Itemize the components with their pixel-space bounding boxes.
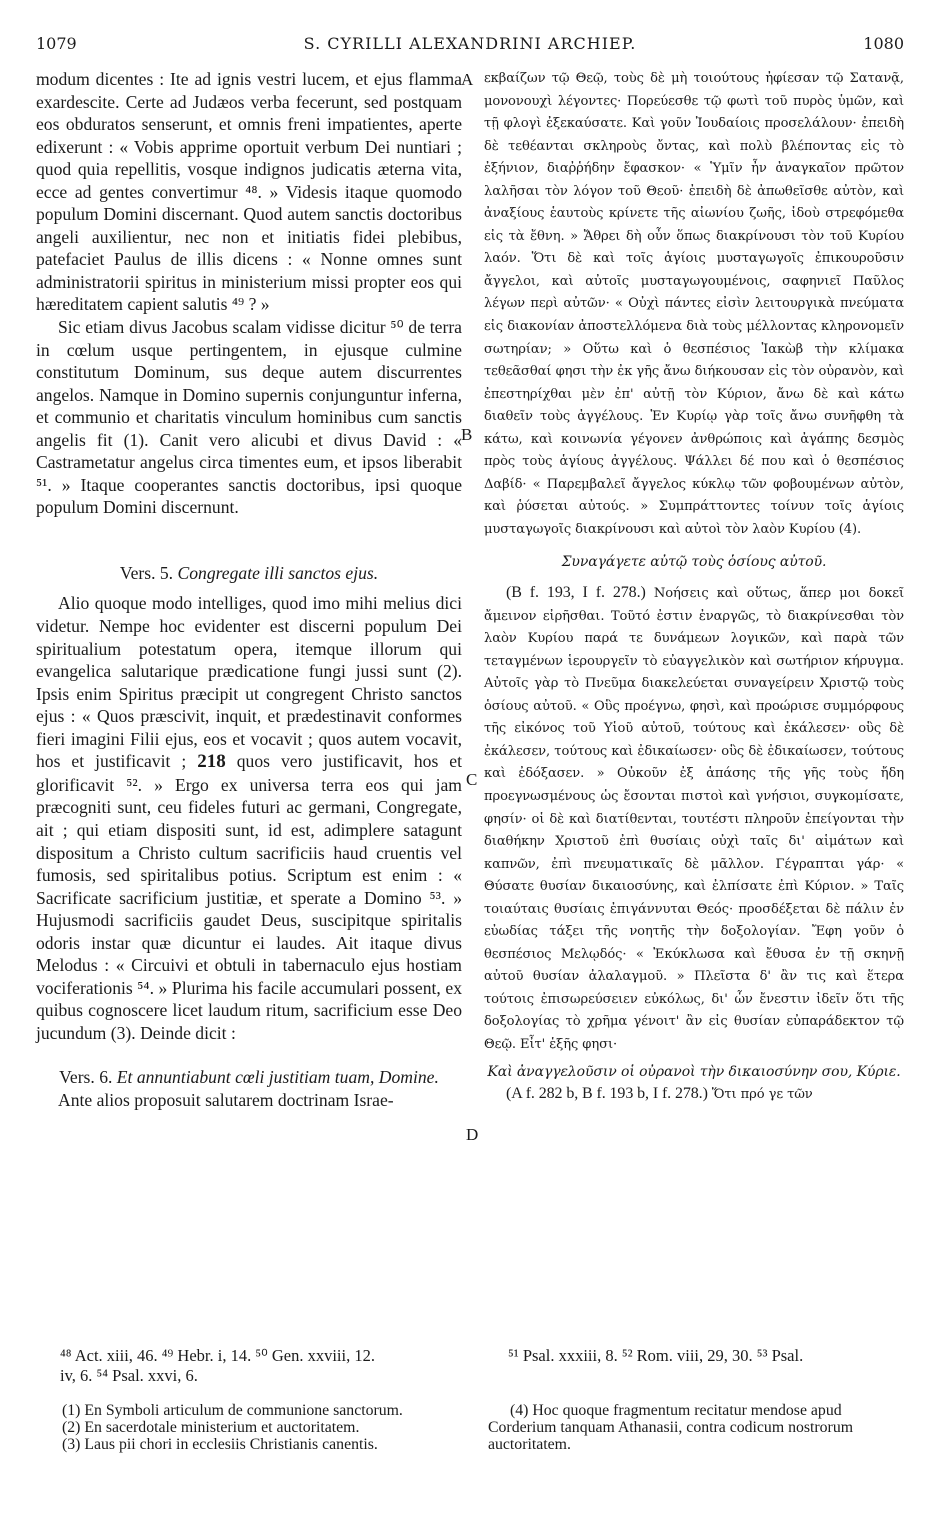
- verse-label: Vers. 6.: [59, 1067, 113, 1088]
- footnotes-left: [40, 1402, 470, 1453]
- scripture-references-right: [508, 1346, 904, 1366]
- scripture-references-left: [60, 1346, 485, 1386]
- paragraph-part: quos vero justificavit, hos et glorificavit ⁵². » Ergo ex universa terra eos qui jam præcogniti sunt, ceu fideles futuri ac germani, Congregate, ait ; qui etiam dispositi sunt, id est, adimplere satagunt dispositum a Christo cultum sacrificiis haud cruentis vel fumosis, sed spiritalibus potius. Scriptum est enim : « Sacrificate sacrificium justitiæ, et sperate a Domino ⁵³. » Hujusmodi sacrificiis gaudet Deus, suscipitque spiritalis odoris instar quæ dicuntur ei laudes. Ait itaque divus Melodus : « Circuivi et obtuli in tabernaculo ejus hostiam vociferationis ⁵⁴. » Plurima his facile accumulari possent, ex quibus cognoscere licet laudum ritum, sacrificium esse Deo jucundum (3). Deinde dicit :: [36, 751, 462, 1043]
- verse-heading: [36, 1066, 462, 1089]
- source-reference: (A f. 282 b, B f. 193 b, I f. 278.): [506, 1085, 708, 1103]
- verse-heading: [36, 562, 462, 585]
- margin-letter: D: [466, 1125, 479, 1144]
- source-reference: (B f. 193, I f. 278.): [506, 584, 646, 602]
- column-number: 218: [197, 751, 226, 773]
- latin-column: [36, 68, 462, 1112]
- paragraph-part: Ὅτι πρό γε τῶν: [711, 1087, 813, 1103]
- reference-line: ⁴⁸ Act. xiii, 46. ⁴⁹ Hebr. i, 14. ⁵⁰ Gen. xxviii, 12.: [60, 1346, 375, 1365]
- latin-paragraph: modum dicentes : Ite ad ignis vestri lucem, et ejus flamma exardescite. Certe ad Judæos verba fecerunt, sed postquam eos obduratos senserunt, et omnis freni impatientes, aperte edixerunt : « Vobis apprime oportuit verbum Dei nuntiari ; quod quia repellitis, vosque indignos judicatis æterna vita, ecce ad gentes convertimur ⁴⁸. » Videsis itaque quomodo populum Domini discernant. Quod autem sanctis doctoribus angeli auxilientur, nec non et initiatis fidei plebibus, patefaciet Paulus de illis dicens : « Nonne omnes sunt administratorii spiritus in ministerium missi propter eos qui hæreditatem capient salutis ⁴⁹ ? »: [36, 69, 462, 315]
- reference-line: iv, 6. ⁵⁴ Psal. xxvi, 6.: [60, 1366, 198, 1385]
- footnote: (4) Hoc quoque fragmentum recitatur mendose apud Corderium tanquam Athanasii, contra codicum nostrorum auctoritatem.: [488, 1402, 854, 1453]
- verse-label: Vers. 5.: [119, 562, 174, 583]
- footnote: (3) Laus pii chori in ecclesiis Christianis canentis.: [62, 1436, 378, 1453]
- verse-text: Congregate illi sanctos ejus.: [177, 562, 379, 583]
- running-title: S. CYRILLI ALEXANDRINI ARCHIEP.: [303, 34, 637, 53]
- verse-text: Et annuntiabunt cœli justitiam tuam, Domine.: [116, 1067, 439, 1088]
- paragraph-part: Alio quoque modo intelliges, quod imo mihi melius dici videtur. Nempe hoc evidenter est discerni populum Dei spiritualium potestatum opera, itemque illorum qui evangelica salutarique prædicatione fungi jussi sunt (2). Ipsis enim Spiritus præcipit ut congregent Christo sanctos ejus : « Quos præscivit, inquit, et prædestinavit conformes fieri imagini Filii ejus, eos et vocavit ; quos autem vocavit, hos et justificavit ;: [36, 593, 462, 772]
- greek-column: [484, 68, 904, 1107]
- latin-paragraph: Ante alios proposuit salutarem doctrinam Israe-: [58, 1089, 394, 1110]
- margin-letter: B: [461, 425, 473, 444]
- latin-paragraph: Sic etiam divus Jacobus scalam vidisse dicitur ⁵⁰ de terra in cœlum usque pertingentem, in ejusque culmine constitutum Dominum, sus deque autem discurrentes angelos. Namque in Domino supernis conjunguntur inferna, et communio et charitatis vinculum hominibus cum sanctis angelis fit (1). Canit vero alicubi et divus David : « Castrametatur angelus circa timentes eum, et ipsos liberabit ⁵¹. » Itaque cooperantes sanctis doctoribus, ipsi quoque populum Domini discernunt.: [36, 317, 462, 518]
- footnote: (1) En Symboli articulum de communione sanctorum.: [62, 1402, 403, 1419]
- greek-paragraph: [484, 1083, 904, 1107]
- greek-paragraph: εκβαίζων τῷ Θεῷ, τοὺς δὲ μὴ τοιούτους ἠφίεσαν τῷ Σατανᾷ, μονονουχὶ λέγοντες· Πορεύεσθε τῷ φωτὶ τοῦ πυρὸς ὑμῶν, καὶ τῇ φλογὶ ἐξεκαύσατε. Καὶ γοῦν Ἰουδαίοις προσελάλουν· ἐπειδὴ δὲ τεθέανται σκληροὺς ὄντας, καὶ πολὺ βλέποντας εἰς τὸ ἐξήνιον, διαῤῥήδην ἔφασκον· « Ὑμῖν ἦν ἀναγκαῖον πρῶτον λαλῆσαι τὸν λόγον τοῦ Θεοῦ· ἐπειδὴ δὲ ἀπωθεῖσθε αὐτὸν, καὶ ἀναξίους ἑαυτοὺς κρίνετε τῆς αἰωνίου ζωῆς, ἰδοὺ στρεφόμεθα εἰς τὰ ἔθνη. » Ἄθρει δὴ οὖν ὅπως διακρίνουσι τὸν τοῦ Κυρίου λαόν. Ὅτι δὲ καὶ τοῖς ἁγίοις μυσταγωγοῖς ἐπικουροῦσιν ἄγγελοι, καὶ αὐτοῖς μυσταγωγουμένοις, σαφηνιεῖ Παῦλος λέγων περὶ αὐτῶν· « Οὐχὶ πάντες εἰσὶν λειτουργικὰ πνεύματα εἰς διακονίαν ἀποστελλόμενα διὰ τοὺς μέλλοντας κληρονομεῖν σωτηρίαν; » Οὕτω καὶ ὁ θεσπέσιος Ἰακὼβ τὴν κλίμακα τεθεᾶσθαί φησι τὴν ἐκ γῆς ἄνω διήκουσαν εἰς τὸν οὐρανὸν, καὶ ἐπεστηρίχθαι μὲν ἐπ' αὐτῇ τὸν Κύριον, ἄνω δὲ καὶ κάτω διαθεῖν τοὺς ἀγγέλους. Ἐν Κυρίῳ γὰρ τοῖς ἄνω συνῆφθη τὰ κάτω, καὶ κοινωνία γέγονεν ἀνθρώποις καὶ ἀγάπης δεσμὸς πρὸς τοὺς ἁγίους ἀγγέλους. Ψάλλει δέ που καὶ ὁ θεσπέσιος Δαβίδ· « Παρεμβαλεῖ ἄγγελος κύκλῳ τῶν φοβουμένων αὐτὸν, καὶ ῥύσεται αὐτούς. » Συμπράττοντες τοίνυν τοῖς ἁγίοις μυσταγωγοῖς διακρίνουσι καὶ αὐτοὶ τὸν λαὸν Κυρίου (4).: [484, 71, 904, 537]
- footnote: (2) En sacerdotale ministerium et auctoritatem.: [62, 1419, 360, 1436]
- footnotes-right: [488, 1402, 904, 1453]
- margin-letter: A: [461, 70, 474, 89]
- page-number-right: 1080: [863, 34, 904, 53]
- greek-paragraph: [484, 582, 904, 1056]
- verse-heading-greek: Καὶ ἀναγγελοῦσιν οἱ οὐρανοὶ τὴν δικαιοσύνην σου, Κύριε.: [487, 1063, 901, 1080]
- latin-paragraph: [36, 592, 462, 1044]
- margin-letter: C: [466, 770, 478, 789]
- reference-line: ⁵¹ Psal. xxxiii, 8. ⁵² Rom. viii, 29, 30. ⁵³ Psal.: [508, 1346, 804, 1365]
- verse-heading-greek: Συναγάγετε αὐτῷ τοὺς ὁσίους αὐτοῦ.: [561, 554, 827, 571]
- paragraph-part: Νοήσεις καὶ οὕτως, ἅπερ μοι δοκεῖ ἄμεινον εἰρῆσθαι. Τοῦτό ἐστιν ἐναργῶς, τὸ διακρίνεσθαι τὸν λαὸν Κυρίου παρά τε δυνάμεων λογικῶν, καὶ παρὰ τῶν τεταγμένων ἱερουργεῖν τὸ εὐαγγελικὸν καὶ σωτήριον κήρυγμα. Αὐτοῖς γὰρ τὸ Πνεῦμα διακελεύεται συναγείρειν Χριστῷ τοὺς ὁσίους αὐτοῦ. « Οὓς προέγνω, φησὶ, καὶ προώρισε συμμόρφους τῆς εἰκόνος τοῦ Υἱοῦ αὐτοῦ, τούτους καὶ ἐκάλεσεν· οὓς δὲ ἐκάλεσεν, τούτους καὶ ἐδικαίωσεν· οὓς δὲ ἐδικαίωσεν, τούτους καὶ ἐδόξασεν. » Οὐκοῦν ἐξ ἁπάσης τῆς γῆς τοὺς ἤδη προεγνωσμένους ὡς ἔσονται πιστοὶ καὶ γνήσιοι, συγκομίσατε, φησίν· οἱ δὲ καὶ διατίθενται, τουτέστι πληροῦν ἐπείγονται τὴν διαθήκην Χριστοῦ ἐπὶ θυσίαις οὐχὶ ταῖς δι' αἱμάτων καὶ καπνῶν, ἐπὶ πνευματικαῖς δὲ μᾶλλον. Γέγραπται γάρ· « Θύσατε θυσίαν δικαιοσύνης, καὶ ἐλπίσατε ἐπὶ Κύριον. » Ταῖς τοιαύταις θυσίαις ἐπιγάννυται Θεός· προσδέξεται δὲ πάλιν ἐν εὐωδίας τάξει τῆς νοητῆς τὴν δοξολογίαν. Ἔφη γοῦν ὁ θεσπέσιος Μελῳδός· « Ἐκύκλωσα καὶ ἔθυσα ἐν τῇ σκηνῇ αὐτοῦ θυσίαν ἀλαλαγμοῦ. » Πλεῖστα δ' ἂν τις καὶ ἕτερα τούτοις ἐπισωρεύσειεν εὐκόλως, δι' ὧν ἔνεστιν ἰδεῖν ὅτι τῆς δοξολογίας τὸ χρῆμα γένοιτ' ἂν εἰς θυσίαν εὐπαράδεκτον τῷ Θεῷ. Εἶτ' ἑξῆς φησι·: [484, 586, 904, 1052]
- page-header: [36, 34, 904, 58]
- page-number-left: 1079: [36, 34, 77, 53]
